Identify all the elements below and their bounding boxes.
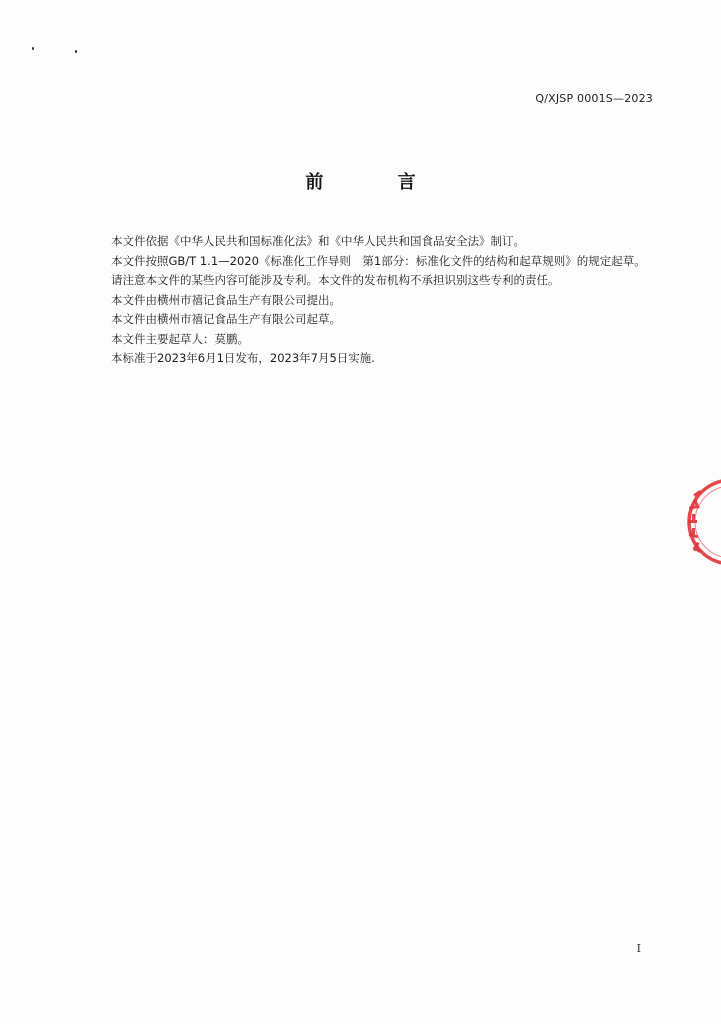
scan-speck [75, 50, 77, 53]
paragraph: 请注意本文件的某些内容可能涉及专利。本文件的发布机构不承担识别这些专利的责任。 [111, 273, 560, 287]
foreword-body [87, 232, 657, 369]
paragraph: 本文件依据《中华人民共和国标准化法》和《中华人民共和国食品安全法》制订。 [111, 234, 525, 248]
scan-speck [32, 47, 34, 50]
document-code: Q/XJSP 0001S—2023 [535, 92, 653, 105]
paragraph: 本文件由横州市禧记食品生产有限公司起草。 [111, 312, 341, 326]
paragraph: 本标准于2023年6月1日发布，2023年7月5日实施. [111, 351, 375, 365]
paragraph: 本文件按照GB/T 1.1—2020《标准化工作导则 第1部分：标准化文件的结构和起草规则》的规定起草。 [111, 253, 646, 268]
page-title: 前 言 [305, 172, 450, 193]
page-number: I [636, 942, 641, 955]
company-seal-stamp [669, 472, 721, 572]
paragraph: 本文件由横州市禧记食品生产有限公司提出。 [111, 292, 341, 307]
paragraph: 本文件主要起草人：莫鹏。 [111, 331, 249, 346]
